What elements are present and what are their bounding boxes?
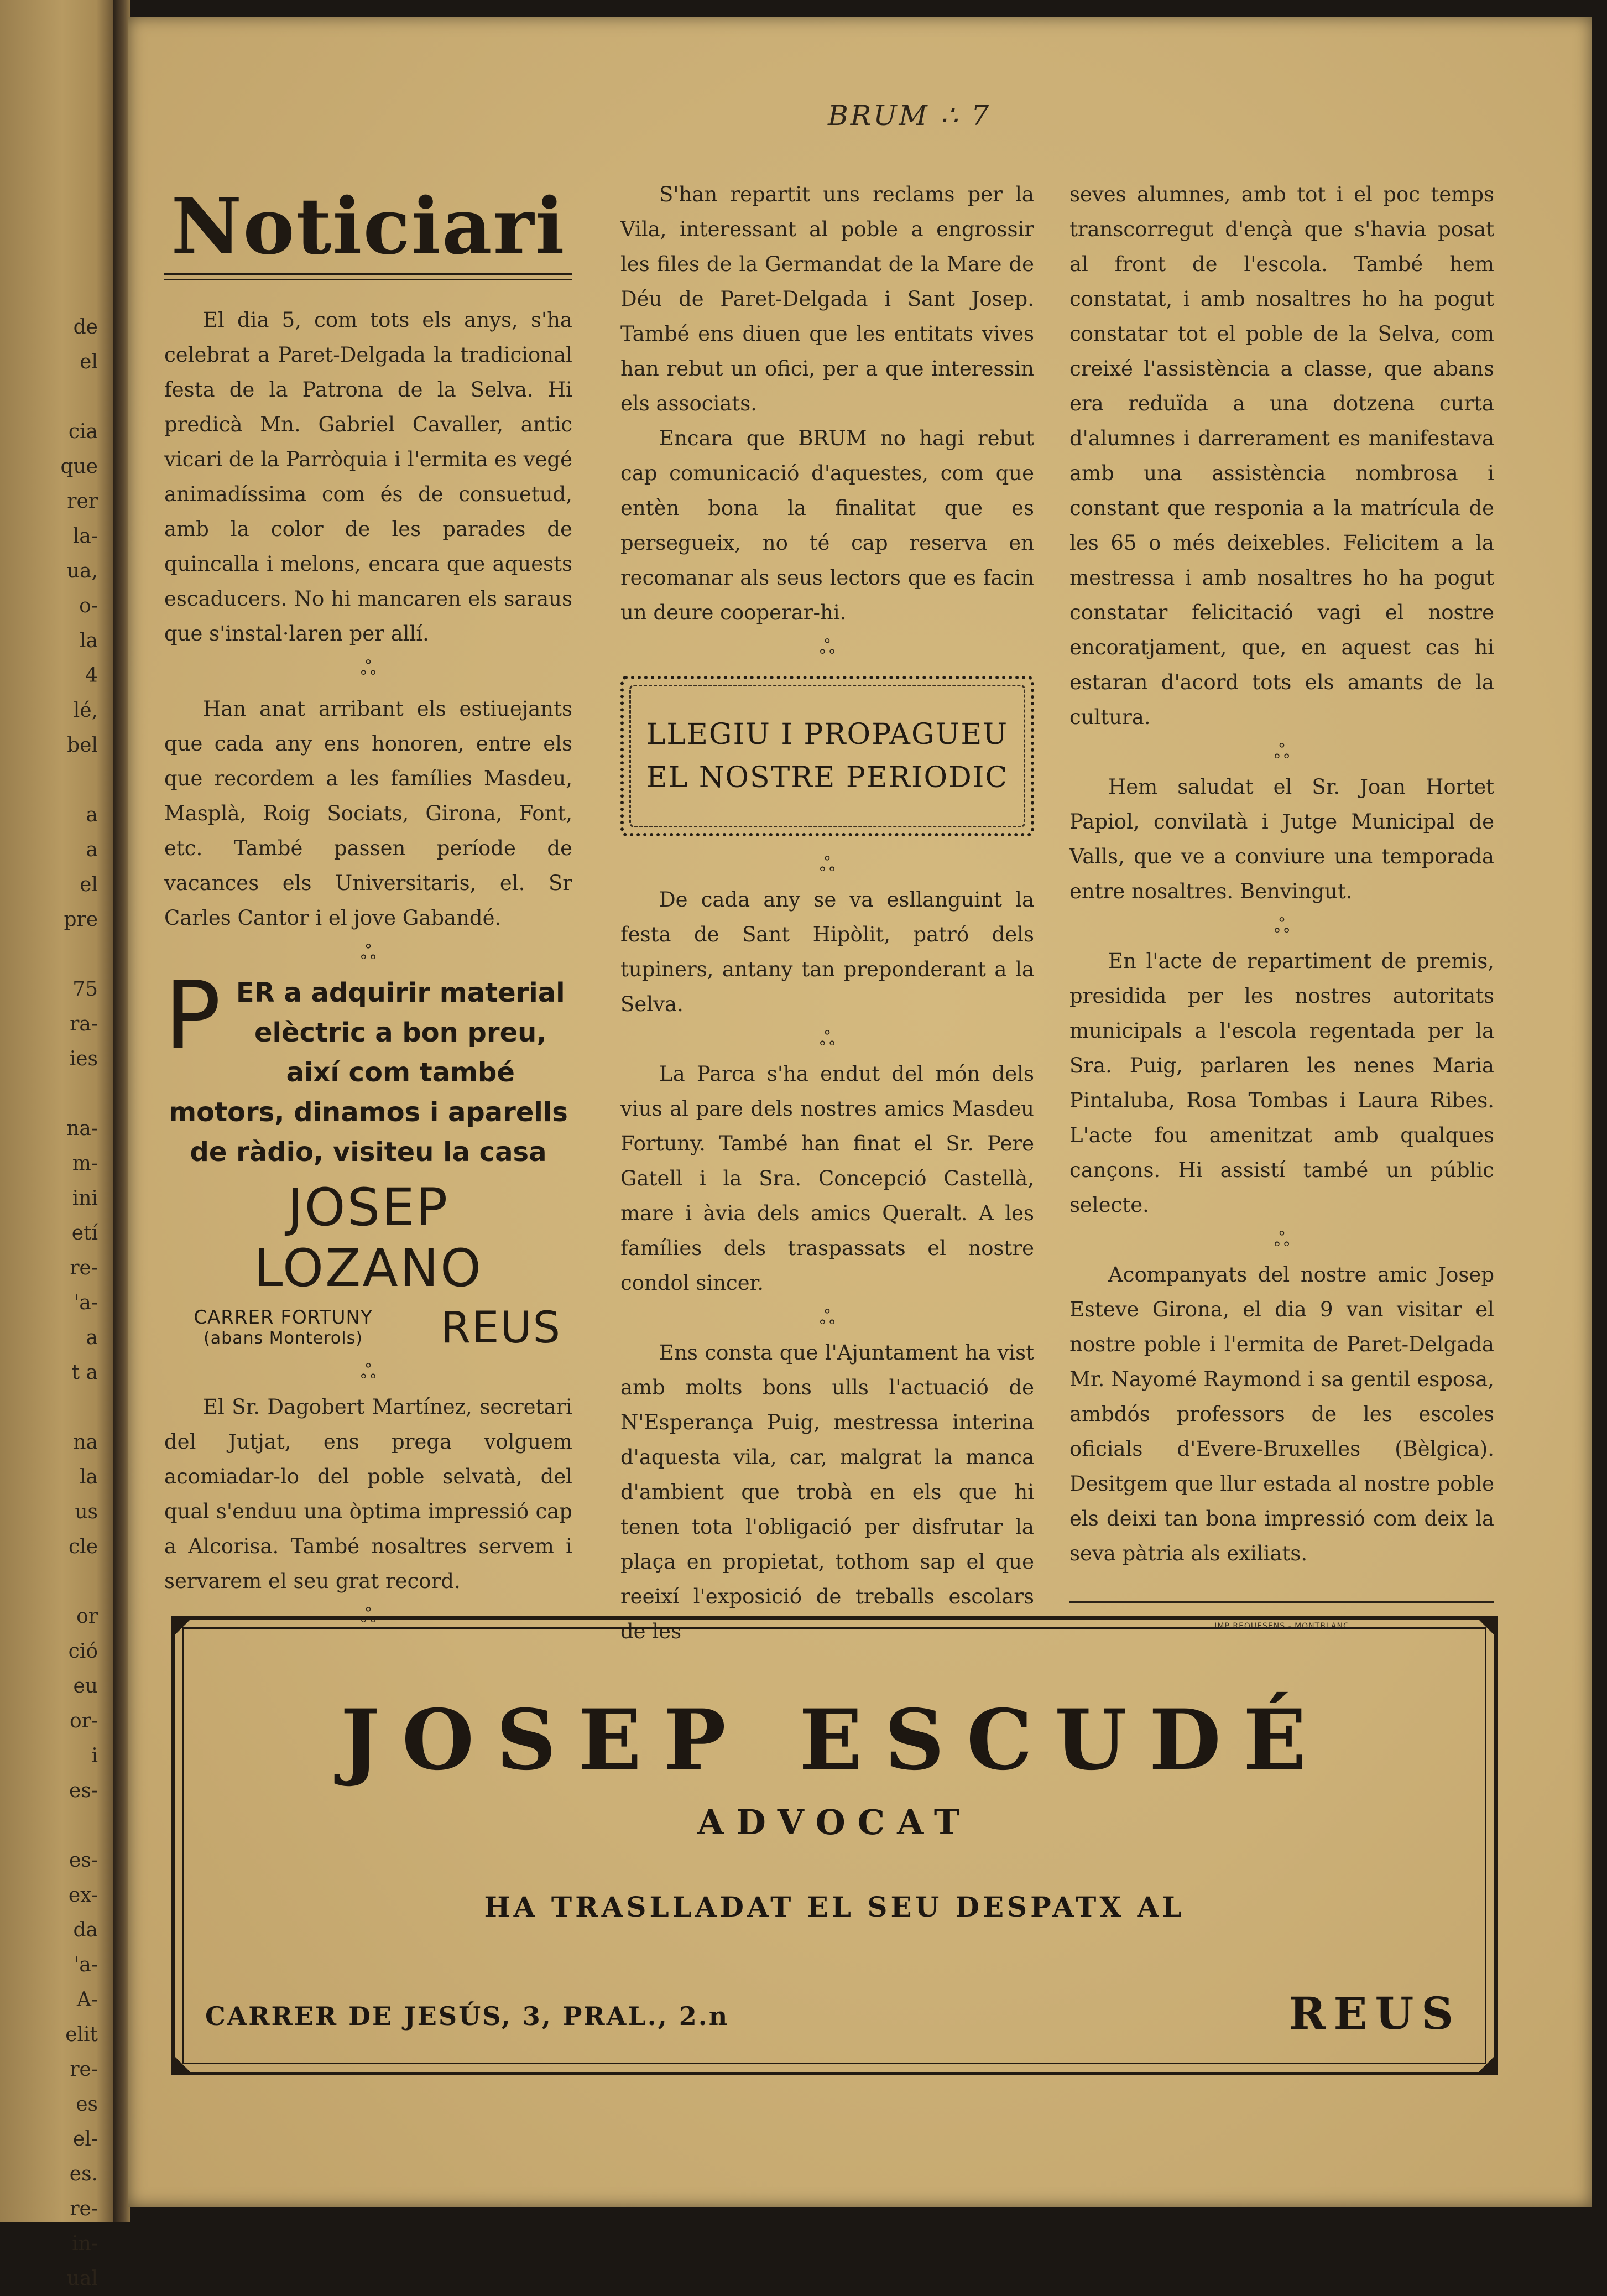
news-item: El Sr. Dagobert Martínez, secretari del Jutjat, ens prega volguem acomiadar-lo del poble selvatà, del qual s'enduu una òptima impressió cap a Alcorisa. També nosaltres servem i servarem el seu grat record. [164, 1395, 572, 1593]
adjacent-page-fragment: eu [73, 1675, 98, 1698]
adjacent-page-fragment: A- [76, 1988, 98, 2011]
adjacent-page-fragment: 4 [85, 664, 98, 687]
adjacent-page-fragment: es [76, 2093, 98, 2116]
lozano-street-note: (abans Monterols) [204, 1329, 363, 1348]
section-title: Noticiari [171, 181, 566, 272]
escude-role: ADVOCAT [697, 1802, 972, 1842]
adjacent-page-fragment: de [73, 316, 98, 339]
fleuron-ornament: ஃ [1274, 915, 1290, 938]
lozano-ad-text [164, 961, 572, 1172]
adjacent-page-fragment: la [80, 1466, 98, 1488]
adjacent-page-fragment: el [80, 873, 98, 896]
adjacent-page-fragment: na [73, 1431, 98, 1454]
lozano-street [164, 1307, 402, 1349]
title-rule [164, 273, 572, 280]
column-1 [164, 177, 572, 1633]
fleuron-ornament: ஃ [819, 1028, 836, 1050]
news-item: Acompanyats del nostre amic Josep Esteve Girona, el dia 9 van visitar el nostre poble i l'ermita de Paret-Delgada Mr. Nayomé Raymond i sa gentil esposa, ambdós professors de les escoles oficials d'Evere-Bruxelles (Bèlgica). Desitgem que llur estada al nostre poble els deixi tan bona impressió com deix la seva pàtria als exiliats. [1069, 1263, 1494, 1565]
running-head: BRUM ∴ 7 [828, 100, 992, 132]
adjacent-page-fragment [60, 1076, 98, 1111]
news-item: S'han repartit uns reclams per la Vila, interessant al poble a engrossir les files de la Germandat de la Mare de Déu de Paret-Delgada i Sant Josep. També ens diuen que les entitats vives han rebut un ofici, per a que interessin els associats. [620, 183, 1034, 415]
adjacent-page-fragment: es. [69, 2163, 98, 2185]
fleuron-ornament: ஃ [1274, 1228, 1290, 1251]
news-item: seves alumnes, amb tot i el poc temps transcorregut d'ençà que s'havia posat al front de l'escola. També hem constatat, i amb nosaltres ho ha pogut constatar tot el poble de la Selva, com creixé l'assistència a classe, que abans era reduïda a una dotzena curta d'alumnes i darrerament es manifestava amb una assistència nombrosa i constant que responia a la matrícula de les 65 o més deixebles. Felicitem a la mestressa i amb nosaltres ho ha pogut constatar felicitació vagi el nostre encoratjament, que, en aquest cas hi estaran d'acord tots els amants de la cultura. [1069, 183, 1494, 729]
adjacent-page-fragment: in- [72, 2232, 98, 2255]
news-item: En l'acte de repartiment de premis, presidida per les nostres autoritats municipals a l'escola regentada per la Sra. Puig, parlaren les nenes Maria Pintaluba, Rosa Tombas i Laura Ribes. L'acte fou amenitzat amb qualques cançons. Hi assistí també un públic selecte. [1069, 949, 1494, 1217]
adjacent-page-fragment: a [86, 804, 98, 826]
adjacent-page-fragment: bel [67, 734, 98, 757]
adjacent-page-fragment: re- [70, 2058, 98, 2081]
adjacent-page-fragment: la- [72, 525, 98, 548]
adjacent-page-fragment: us [75, 1501, 98, 1523]
fleuron-ornament: ஃ [360, 1605, 377, 1627]
newspaper-page [128, 17, 1592, 2207]
lozano-city: REUS [440, 1303, 561, 1353]
fleuron-ornament: ஃ [819, 1306, 836, 1329]
adjacent-page-fragment: ra- [70, 1013, 98, 1035]
adjacent-page-fragment: pre [64, 908, 98, 931]
lozano-name: JOSEP LOZANO [253, 1178, 483, 1299]
adjacent-page-fragment: or [76, 1605, 98, 1628]
fleuron-ornament: ஃ [360, 657, 377, 680]
adjacent-page-fragment: ini [72, 1187, 98, 1210]
escude-moved-notice: HA TRASLLADAT EL SEU DESPATX AL [484, 1891, 1185, 1923]
fleuron-ornament: ஃ [360, 1361, 377, 1383]
adjacent-page-text [60, 310, 98, 2296]
news-item: El dia 5, com tots els anys, s'ha celebrat a Paret-Delgada la tradicional festa de la Patrona de la Selva. Hi predicà Mn. Gabriel Cavaller, antic vicari de la Parròquia i l'ermita es vegé animadíssima com és de consuetud, amb la color de les parades de quincalla i melons, encara que aquests escaducers. No hi mancaren els saraus que s'instal·laren per allí. [164, 308, 572, 645]
news-item: Encara que BRUM no hagi rebut cap comunicació d'aquestes, com que entèn bona la finalitat que es persegueix, no té cap reserva en recomanar als seus lectors que es facin un deure cooperar-hi. [620, 426, 1034, 624]
adjacent-page-fragment: 'a- [74, 1292, 98, 1314]
corner-ornament [171, 1616, 194, 1638]
adjacent-page-fragment: el [80, 351, 98, 373]
fleuron-ornament: ஃ [1274, 741, 1290, 763]
adjacent-page-fragment: re- [70, 1257, 98, 1279]
fleuron-ornament: ஃ [819, 636, 836, 659]
adjacent-page-fragment: etí [71, 1222, 98, 1245]
drop-cap: P [164, 961, 221, 1071]
news-item: Ens consta que l'Ajuntament ha vist amb molts bons ulls l'actuació de N'Esperança Puig, mestressa interina d'aquesta vila, car, malgrat la manca d'ambient que trobà en els que hi tenen tota l'obligació per disfrutar la plaça en propietat, tothom sap el que reeixí l'exposició de treballs escolars de les [620, 1341, 1034, 1643]
promo-line-1: LLEGIU I PROPAGUEU [646, 718, 1009, 751]
adjacent-page-fragment: a [86, 839, 98, 861]
adjacent-page-fragment: la [80, 629, 98, 652]
printer-credit: IMP REQUESENS.- MONTBLANC [1214, 1622, 1349, 1631]
adjacent-page-fragment: cia [68, 420, 98, 443]
news-item: De cada any se va esllanguint la festa de Sant Hipòlit, patró dels tupiners, antany tan preponderant a la Selva. [620, 888, 1034, 1016]
adjacent-page-fragment [60, 1390, 98, 1425]
adjacent-page-fragment: elit [65, 2023, 98, 2046]
news-item: La Parca s'ha endut del món dels vius al pare dels nostres amics Masdeu Fortuny. També han finat el Sr. Pere Gatell i la Sra. Concepció Castellà, mare i àvia dels amics Queralt. A les famílies dels traspassats el nostre condol sincer. [620, 1062, 1034, 1295]
adjacent-page-fragment: da [73, 1919, 98, 1941]
escude-city: REUS [1289, 1987, 1461, 2039]
lozano-advertisement [164, 961, 572, 1353]
adjacent-page-fragment: cle [69, 1535, 98, 1558]
adjacent-page-fragment: 75 [72, 978, 98, 1001]
adjacent-page-fragment: 'a- [74, 1954, 98, 1976]
corner-ornament [1475, 2053, 1498, 2075]
adjacent-page-fragment: re- [70, 2198, 98, 2220]
corner-ornament [171, 2053, 194, 2075]
escude-name: JOSEP ESCUDÉ [340, 1691, 1329, 1789]
adjacent-page-fragment [60, 1808, 98, 1843]
fleuron-ornament: ஃ [819, 853, 836, 876]
adjacent-page-fragment: a [86, 1326, 98, 1349]
adjacent-page-fragment: es- [69, 1849, 98, 1872]
adjacent-page-fragment: m- [72, 1152, 98, 1175]
escude-advertisement [171, 1616, 1498, 2075]
adjacent-page-fragment [60, 379, 98, 414]
adjacent-page-fragment [60, 763, 98, 798]
promo-box [620, 676, 1034, 836]
adjacent-page-fragment: ua, [66, 560, 98, 582]
news-item: Hem saludat el Sr. Joan Hortet Papiol, convilatà i Jutge Municipal de Valls, que ve a conviure una temporada entre nosaltres. Benvingut. [1069, 775, 1494, 903]
lozano-ad-body: ER a adquirir material elèctric a bon preu, així com també motors, dinamos i aparells de ràdio, visiteu la casa [169, 977, 568, 1168]
adjacent-page-fragment: na- [66, 1117, 98, 1140]
adjacent-page-fragment: el- [73, 2128, 98, 2151]
column-end-rule [1069, 1601, 1494, 1603]
adjacent-page-fragment: ies [69, 1048, 98, 1070]
news-item: Han anat arribant els estiuejants que cada any ens honoren, entre els que recordem a les famílies Masdeu, Masplà, Roig Sociats, Girona, Font, etc. També passen període de vacances els Universitaris, el. Sr Carles Cantor i el jove Gabandé. [164, 697, 572, 930]
lozano-address [164, 1303, 572, 1353]
adjacent-page-fragment: ual [66, 2267, 98, 2290]
adjacent-page-fragment [60, 937, 98, 972]
adjacent-page [0, 0, 113, 2290]
adjacent-page-fragment: or- [69, 1710, 98, 1732]
book-spine [113, 0, 130, 2222]
adjacent-page-fragment: i [91, 1745, 98, 1767]
adjacent-page-fragment: es- [69, 1779, 98, 1802]
adjacent-page-fragment: que [60, 455, 98, 478]
corner-ornament [1475, 1616, 1498, 1638]
adjacent-page-fragment: rer [67, 490, 98, 513]
adjacent-page-fragment [60, 1564, 98, 1599]
adjacent-page-fragment: o- [79, 595, 98, 617]
column-2 [620, 177, 1034, 1649]
promo-line-2: EL NOSTRE PERIODIC [646, 761, 1009, 794]
lozano-street-name: CARRER FORTUNY [194, 1306, 373, 1329]
adjacent-page-fragment: ció [68, 1640, 98, 1663]
adjacent-page-fragment: ex- [68, 1884, 98, 1907]
escude-address: CARRER DE JESÚS, 3, PRAL., 2.n [205, 2001, 729, 2031]
fleuron-ornament: ஃ [360, 941, 377, 964]
adjacent-page-fragment: t a [71, 1361, 98, 1384]
column-3 [1069, 177, 1494, 1644]
adjacent-page-fragment: lé, [73, 699, 98, 722]
